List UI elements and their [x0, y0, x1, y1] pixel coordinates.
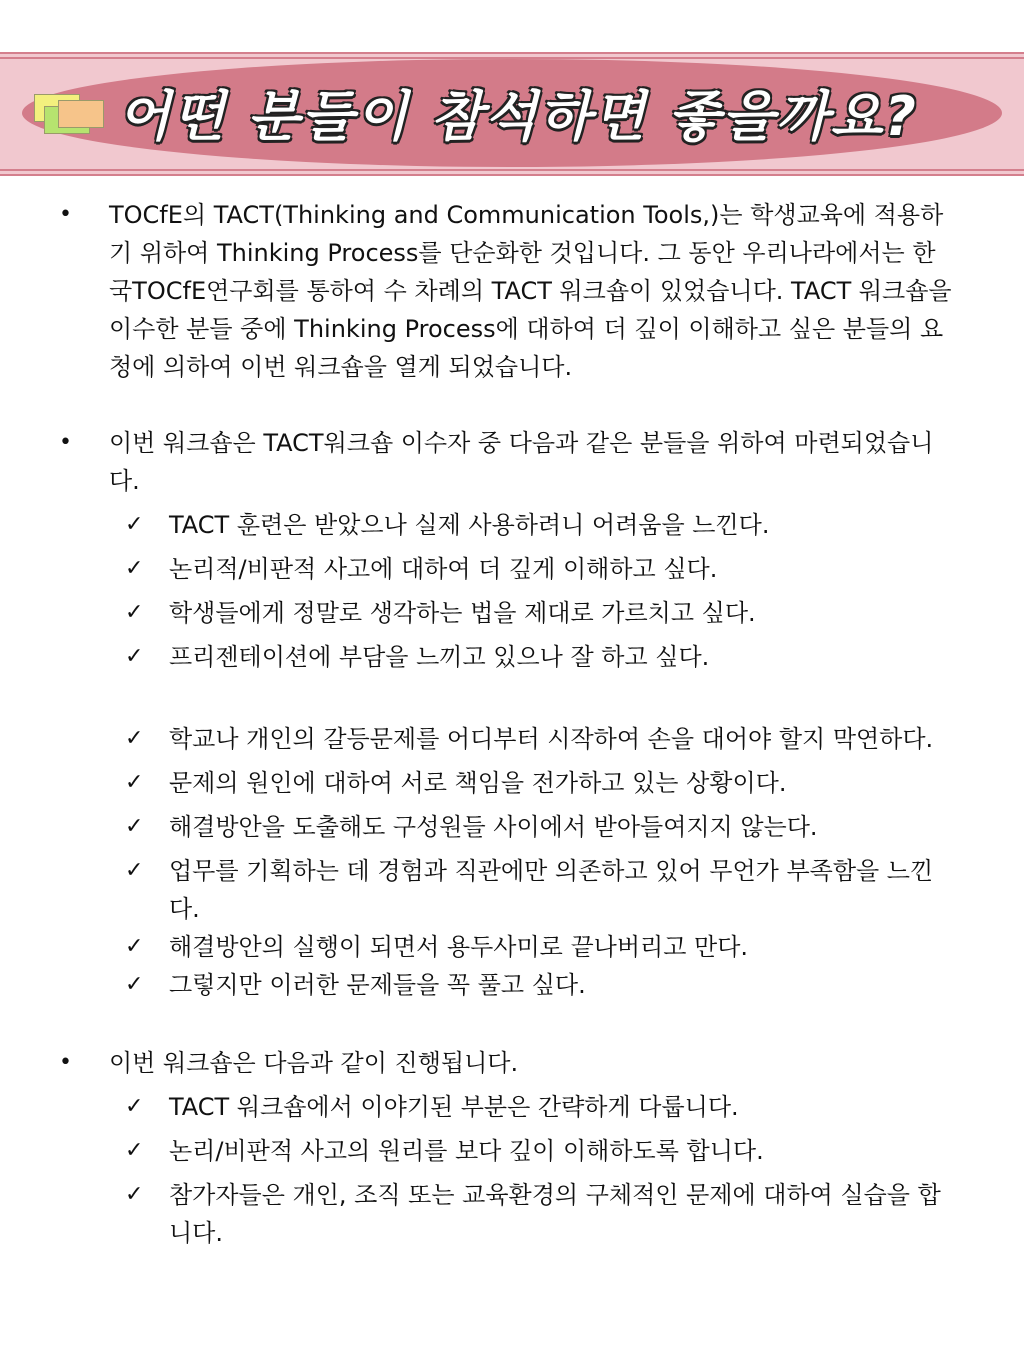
- check-item: [125, 764, 949, 802]
- spacer: [0, 682, 1024, 720]
- check-text: 그렇지만 이러한 문제들을 꼭 풀고 싶다.: [169, 971, 586, 999]
- check-text: 학교나 개인의 갈등문제를 어디부터 시작하여 손을 대어야 할지 막연하다.: [169, 725, 934, 753]
- check-text: 논리/비판적 사고의 원리를 보다 깊이 이해하도록 합니다.: [169, 1137, 764, 1165]
- check-icon: ✓: [125, 1138, 144, 1163]
- bullet-item: [59, 196, 954, 386]
- check-text: 해결방안을 도출해도 구성원들 사이에서 받아들여지지 않는다.: [169, 813, 818, 841]
- check-text: TACT 워크숍에서 이야기된 부분은 간략하게 다룹니다.: [169, 1093, 739, 1121]
- check-text: 업무를 기획하는 데 경험과 직관에만 의존하고 있어 무언가 부족함을 느낀다.: [169, 857, 934, 923]
- spacer: [0, 386, 1024, 424]
- check-item: [125, 1088, 949, 1126]
- bullet-item: [59, 1044, 954, 1082]
- check-item: [125, 720, 949, 758]
- check-item: [125, 1176, 949, 1252]
- banner-line: [0, 174, 1024, 176]
- check-item: [125, 852, 949, 928]
- check-icon: ✓: [125, 858, 144, 883]
- check-item: [125, 550, 949, 588]
- check-icon: ✓: [125, 770, 144, 795]
- check-text: 문제의 원인에 대하여 서로 책임을 전가하고 있는 상황이다.: [169, 769, 787, 797]
- check-item: [125, 966, 949, 1004]
- check-item: [125, 1132, 949, 1170]
- sticky-notes-icon: [30, 92, 110, 142]
- banner-line: [0, 52, 1024, 54]
- check-icon: ✓: [125, 972, 144, 997]
- check-icon: ✓: [125, 556, 144, 581]
- check-icon: ✓: [125, 644, 144, 669]
- check-text: 논리적/비판적 사고에 대하여 더 깊게 이해하고 싶다.: [169, 555, 718, 583]
- check-icon: ✓: [125, 512, 144, 537]
- check-text: 해결방안의 실행이 되면서 용두사미로 끝나버리고 만다.: [169, 933, 749, 961]
- check-icon: ✓: [125, 1182, 144, 1207]
- check-item: [125, 928, 949, 966]
- check-item: [125, 594, 949, 632]
- bullet-icon: •: [59, 202, 72, 227]
- check-icon: ✓: [125, 726, 144, 751]
- spacer: [0, 1004, 1024, 1044]
- bullet-item: [59, 424, 954, 500]
- check-text: 학생들에게 정말로 생각하는 법을 제대로 가르치고 싶다.: [169, 599, 756, 627]
- banner-line: [0, 169, 1024, 171]
- check-text: TACT 훈련은 받았으나 실제 사용하려니 어려움을 느낀다.: [169, 511, 770, 539]
- check-text: 참가자들은 개인, 조직 또는 교육환경의 구체적인 문제에 대하여 실습을 합니다.: [169, 1181, 941, 1247]
- main-content: [0, 196, 1024, 1252]
- check-icon: ✓: [125, 814, 144, 839]
- check-icon: ✓: [125, 1094, 144, 1119]
- check-item: [125, 638, 949, 676]
- check-text: 프리젠테이션에 부담을 느끼고 있으나 잘 하고 싶다.: [169, 643, 710, 671]
- bullet-text: TOCfE의 TACT(Thinking and Communication Tools,)는 학생교육에 적용하기 위하여 Thinking Process를 단순화한 것입니다. 그 동안 우리나라에서는 한국TOCfE연구회를 통하여 수 차례의 TACT 워크숍이 있었습니다. TACT 워크숍을 이수한 분들 중에 Thinking Process에 대하여 더 깊이 이해하고 싶은 분들의 요청에 의하여 이번 워크숍을 열게 되었습니다.: [109, 201, 952, 381]
- page-title: 어떤 분들이 참석하면 좋을까요?: [118, 85, 918, 148]
- sticky-note-orange: [58, 100, 104, 128]
- bullet-icon: •: [59, 1050, 72, 1075]
- check-item: [125, 808, 949, 846]
- check-icon: ✓: [125, 934, 144, 959]
- check-icon: ✓: [125, 600, 144, 625]
- bullet-icon: •: [59, 430, 72, 455]
- check-item: [125, 506, 949, 544]
- bullet-text: 이번 워크숍은 TACT워크숍 이수자 중 다음과 같은 분들을 위하여 마련되었습니다.: [109, 429, 934, 495]
- bullet-text: 이번 워크숍은 다음과 같이 진행됩니다.: [109, 1049, 519, 1077]
